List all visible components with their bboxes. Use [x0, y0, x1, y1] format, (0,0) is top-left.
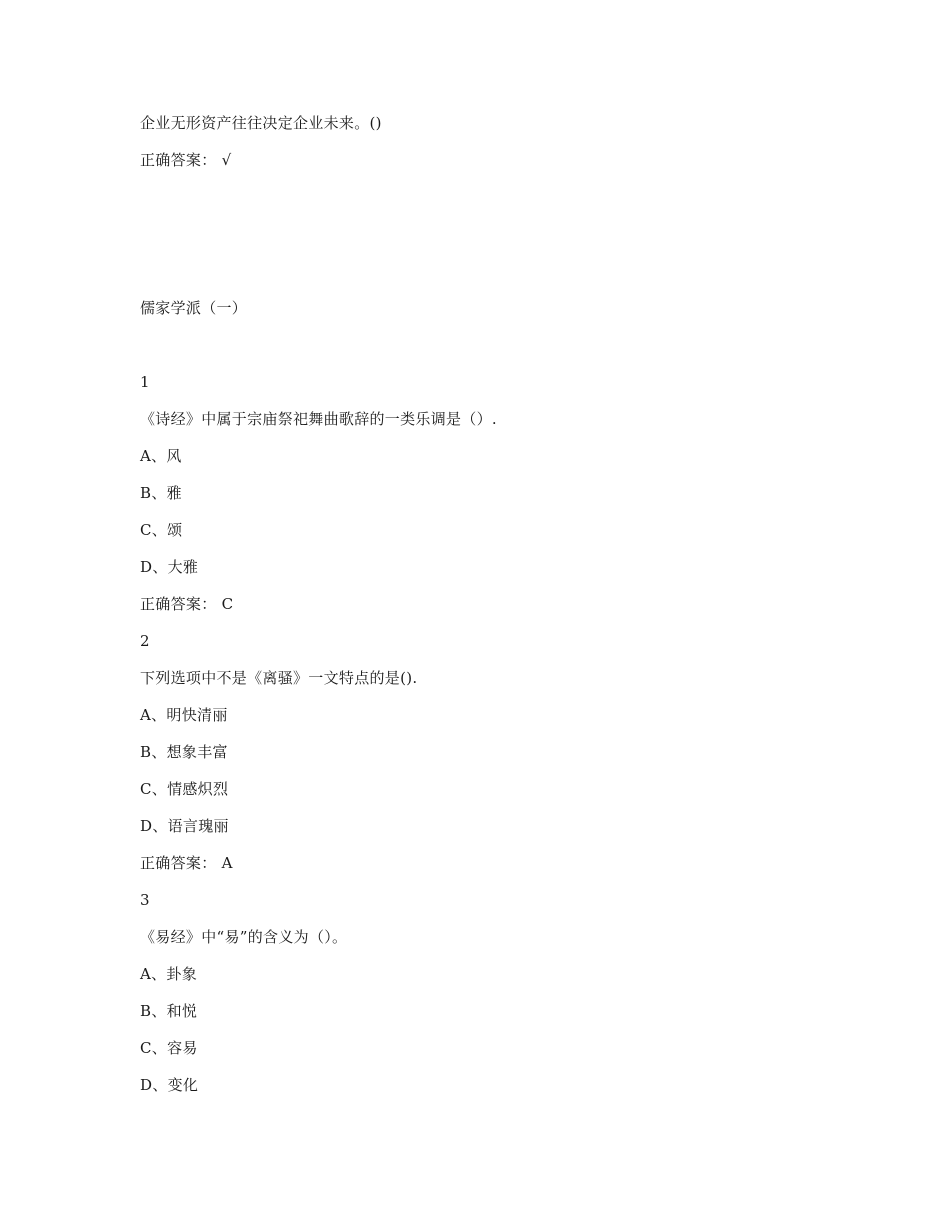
option-a: A、明快清丽	[140, 706, 228, 724]
option-a: A、风	[140, 447, 182, 465]
question-text: 下列选项中不是《离骚》一文特点的是().	[140, 669, 418, 687]
section-title: 儒家学派（一）	[140, 299, 248, 317]
question-text: 《易经》中“易”的含义为（）。	[140, 928, 348, 946]
option-b: B、想象丰富	[140, 743, 228, 761]
option-b: B、雅	[140, 484, 182, 502]
option-c: C、情感炽烈	[140, 780, 229, 798]
answer: 正确答案： C	[140, 595, 234, 613]
intro-question: 企业无形资产往往决定企业未来。()	[140, 114, 382, 132]
question-number: 2	[140, 632, 150, 650]
option-d: D、变化	[140, 1076, 199, 1094]
option-d: D、语言瑰丽	[140, 817, 229, 835]
option-c: C、颂	[140, 521, 183, 539]
question-text: 《诗经》中属于宗庙祭祀舞曲歌辞的一类乐调是（）.	[140, 410, 497, 428]
option-d: D、大雅	[140, 558, 199, 576]
option-b: B、和悦	[140, 1002, 198, 1020]
answer: 正确答案： A	[140, 854, 233, 872]
question-number: 3	[140, 891, 150, 909]
option-c: C、容易	[140, 1039, 198, 1057]
option-a: A、卦象	[140, 965, 198, 983]
question-number: 1	[140, 373, 150, 391]
intro-answer: 正确答案： √	[140, 151, 232, 169]
